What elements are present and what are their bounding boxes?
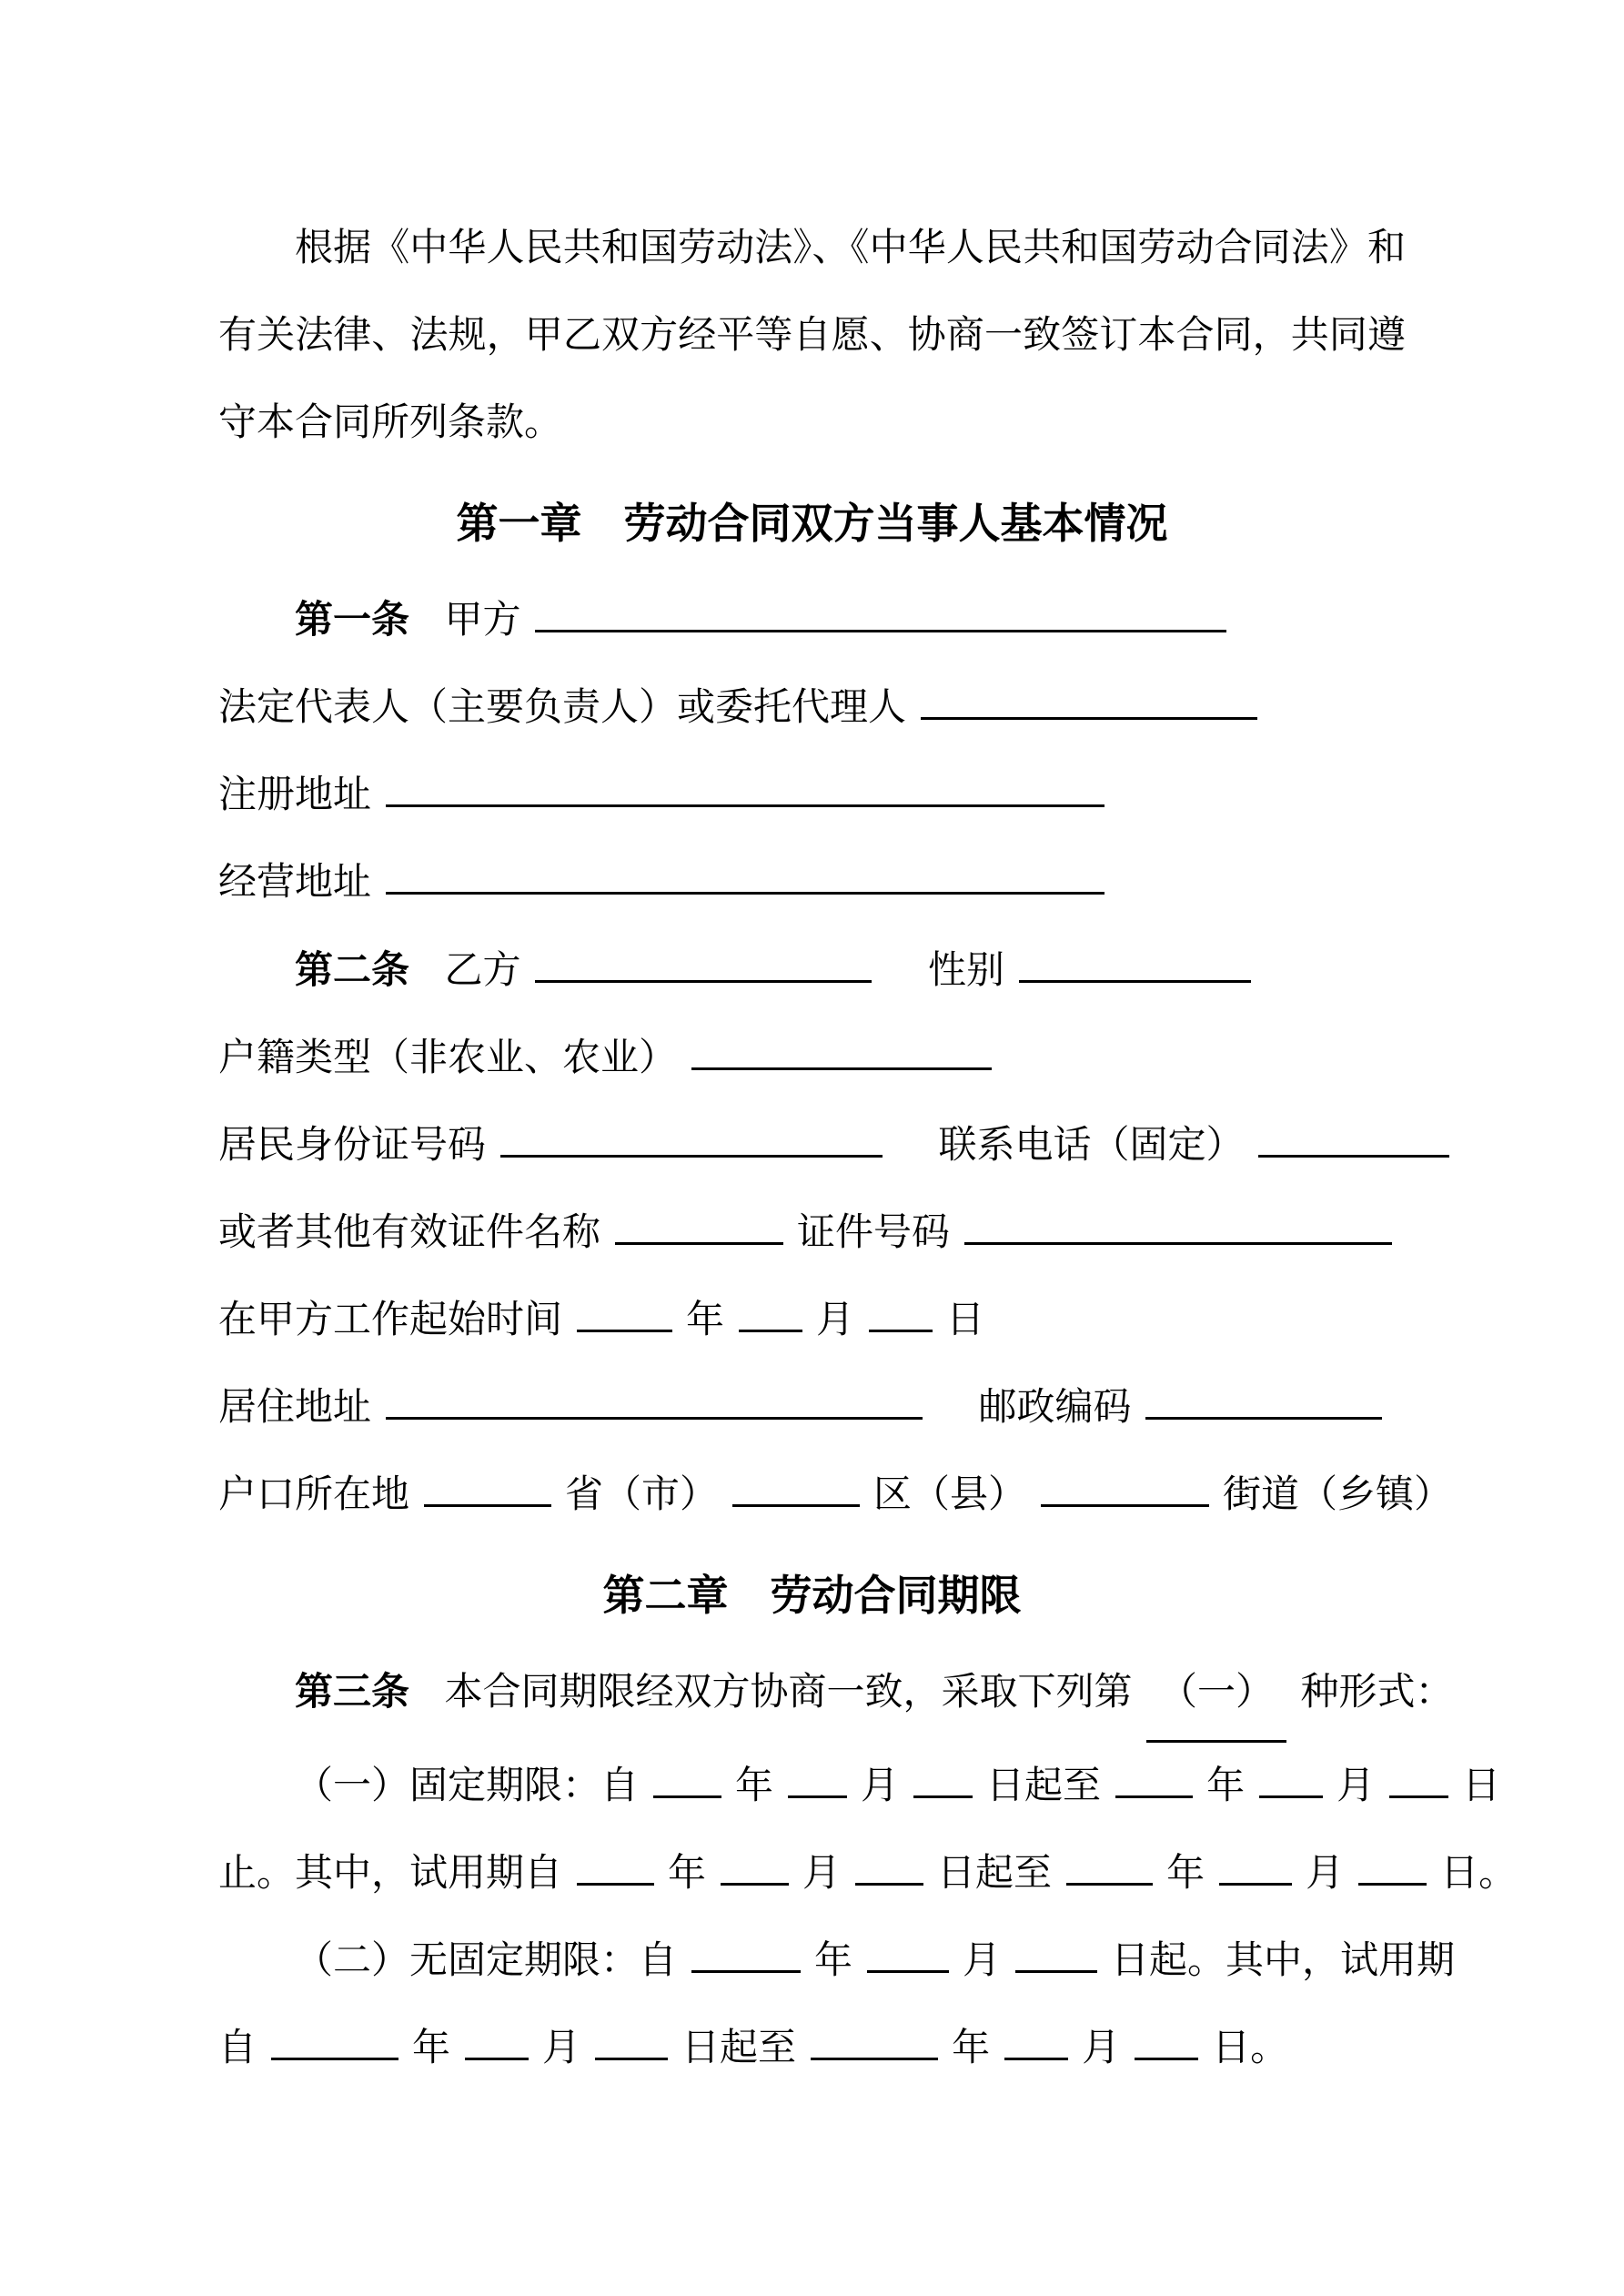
party-b-blank[interactable] <box>535 941 872 983</box>
day-to-label: 日起至 <box>986 1765 1102 1807</box>
day-to-label: 日起至 <box>937 1853 1053 1895</box>
open-trial-end-day-blank[interactable] <box>1135 2018 1198 2060</box>
district-label: 区（县） <box>873 1474 1027 1516</box>
open-trial-start-year-blank[interactable] <box>271 2018 398 2060</box>
open-term-cont-text: 自 <box>218 2028 257 2069</box>
cert-number-blank[interactable] <box>964 1203 1392 1245</box>
open-trial-start-month-blank[interactable] <box>465 2018 529 2060</box>
id-card-label: 居民身份证号码 <box>218 1125 487 1167</box>
household-province-blank[interactable] <box>424 1465 551 1507</box>
month-label: 月 <box>816 1300 855 1341</box>
party-b-label: 乙方 <box>444 950 521 992</box>
fixed-end-day-blank[interactable] <box>1389 1756 1448 1798</box>
month-label: 月 <box>1082 2028 1121 2069</box>
phone-label: 联系电话（固定） <box>938 1125 1245 1167</box>
day-end-label: 日。 <box>1440 1853 1518 1895</box>
work-start-year-blank[interactable] <box>577 1290 672 1332</box>
article3-line <box>218 1648 1454 1743</box>
open-trial-start-day-blank[interactable] <box>595 2018 668 2060</box>
open-trial-end-year-blank[interactable] <box>811 2018 938 2060</box>
term-form-choice-blank[interactable]: （一） <box>1146 1649 1286 1743</box>
cert-number-label: 证件号码 <box>797 1212 951 1254</box>
registered-address-label: 注册地址 <box>218 774 372 816</box>
year-label: 年 <box>952 2028 991 2069</box>
open-start-day-blank[interactable] <box>1015 1931 1097 1973</box>
legal-rep-label: 法定代表人（主要负责人）或委托代理人 <box>218 687 907 729</box>
open-trial-end-month-blank[interactable] <box>1004 2018 1068 2060</box>
year-label: 年 <box>412 2028 451 2069</box>
open-term-line-2 <box>218 2005 1406 2092</box>
other-cert-line <box>218 1189 1406 1277</box>
household-type-label: 户籍类型（非农业、农业） <box>218 1037 678 1079</box>
legal-rep-blank[interactable] <box>921 678 1257 720</box>
phone-blank[interactable] <box>1258 1116 1449 1158</box>
household-location-line <box>218 1451 1453 1539</box>
party-a-blank[interactable] <box>535 591 1226 632</box>
chapter1-title: 第一章 劳动合同双方当事人基本情况 <box>456 500 1168 547</box>
month-label: 月 <box>542 2028 581 2069</box>
legal-rep-line <box>218 664 1406 752</box>
other-cert-blank[interactable] <box>615 1203 783 1245</box>
residence-line <box>218 1364 1406 1451</box>
article1-number: 第一条 <box>295 598 410 641</box>
year-label: 年 <box>1206 1765 1246 1807</box>
fixed-start-month-blank[interactable] <box>788 1756 847 1798</box>
fixed-term-line-2 <box>218 1830 1518 1917</box>
business-address-line <box>218 839 1406 926</box>
article2-party-b-line <box>218 926 1406 1015</box>
postal-code-blank[interactable] <box>1145 1378 1382 1420</box>
trial-start-year-blank[interactable] <box>577 1844 654 1886</box>
other-cert-label: 或者其他有效证件名称 <box>218 1212 601 1254</box>
term-lead-text: 本合同期限经双方协商一致，采取下列第 <box>444 1672 1133 1714</box>
day-label: 日 <box>946 1300 985 1341</box>
household-type-blank[interactable] <box>691 1028 992 1070</box>
registered-address-blank[interactable] <box>386 765 1105 807</box>
open-term-prefix: （二）无固定期限：自 <box>295 1940 678 1982</box>
open-start-year-blank[interactable] <box>691 1931 801 1973</box>
trial-end-month-blank[interactable] <box>1219 1844 1292 1886</box>
work-start-label: 在甲方工作起始时间 <box>218 1300 563 1341</box>
gender-blank[interactable] <box>1019 941 1251 983</box>
fixed-start-day-blank[interactable] <box>913 1756 973 1798</box>
month-label: 月 <box>1337 1765 1376 1807</box>
registered-address-line <box>218 752 1406 839</box>
year-label: 年 <box>668 1853 707 1895</box>
fixed-start-year-blank[interactable] <box>653 1756 721 1798</box>
work-start-month-blank[interactable] <box>739 1290 802 1332</box>
business-address-label: 经营地址 <box>218 862 372 904</box>
article1-party-a-line <box>218 576 1406 664</box>
fixed-end-year-blank[interactable] <box>1115 1756 1193 1798</box>
trial-start-day-blank[interactable] <box>855 1844 923 1886</box>
work-start-day-blank[interactable] <box>869 1290 933 1332</box>
year-label: 年 <box>686 1300 725 1341</box>
open-term-line-1 <box>218 1917 1456 2005</box>
household-district-blank[interactable] <box>732 1465 860 1507</box>
month-label: 月 <box>963 1940 1002 1982</box>
fixed-end-month-blank[interactable] <box>1259 1756 1323 1798</box>
year-label: 年 <box>814 1940 853 1982</box>
work-start-line <box>218 1277 1406 1364</box>
fixed-term-wrap-text: 止。其中，试用期自 <box>218 1853 563 1895</box>
year-label: 年 <box>735 1765 774 1807</box>
gender-label: 性别 <box>928 950 1005 992</box>
province-label: 省（市） <box>565 1474 719 1516</box>
trial-end-day-blank[interactable] <box>1358 1844 1427 1886</box>
day-label: 日 <box>1462 1765 1501 1807</box>
trial-start-month-blank[interactable] <box>721 1844 789 1886</box>
id-card-line <box>218 1102 1406 1189</box>
month-label: 月 <box>1306 1853 1345 1895</box>
postal-code-label: 邮政编码 <box>978 1387 1132 1429</box>
residence-label: 居住地址 <box>218 1387 372 1429</box>
household-type-line <box>218 1015 1406 1102</box>
household-street-blank[interactable] <box>1041 1465 1209 1507</box>
month-label: 月 <box>861 1765 900 1807</box>
fixed-term-prefix: （一）固定期限：自 <box>295 1765 640 1807</box>
fixed-term-line-1 <box>218 1743 1501 1830</box>
term-lead-tail: 种形式： <box>1300 1672 1454 1714</box>
open-term-wrap-text: 日起。其中，试用期 <box>1111 1940 1456 1982</box>
chapter2-title: 第二章 劳动合同期限 <box>602 1572 1022 1619</box>
open-start-month-blank[interactable] <box>867 1931 949 1973</box>
residence-blank[interactable] <box>386 1378 923 1420</box>
id-card-blank[interactable] <box>500 1116 883 1158</box>
article3-number: 第三条 <box>295 1670 410 1713</box>
intro-paragraph: 根据《中华人民共和国劳动法》、《中华人民共和国劳动合同法》和有关法律、法规，甲乙双方经平等自愿、协商一致签订本合同，共同遵守本合同所列条款。 <box>218 228 1406 444</box>
business-address-blank[interactable] <box>386 853 1105 895</box>
party-a-label: 甲方 <box>444 600 521 642</box>
day-end-label: 日。 <box>1212 2028 1289 2069</box>
article2-number: 第二条 <box>295 948 410 991</box>
street-label: 街道（乡镇） <box>1223 1474 1453 1516</box>
year-label: 年 <box>1166 1853 1205 1895</box>
month-label: 月 <box>802 1853 842 1895</box>
trial-end-year-blank[interactable] <box>1066 1844 1153 1886</box>
household-loc-label: 户口所在地 <box>218 1474 410 1516</box>
day-to-label: 日起至 <box>681 2028 797 2069</box>
